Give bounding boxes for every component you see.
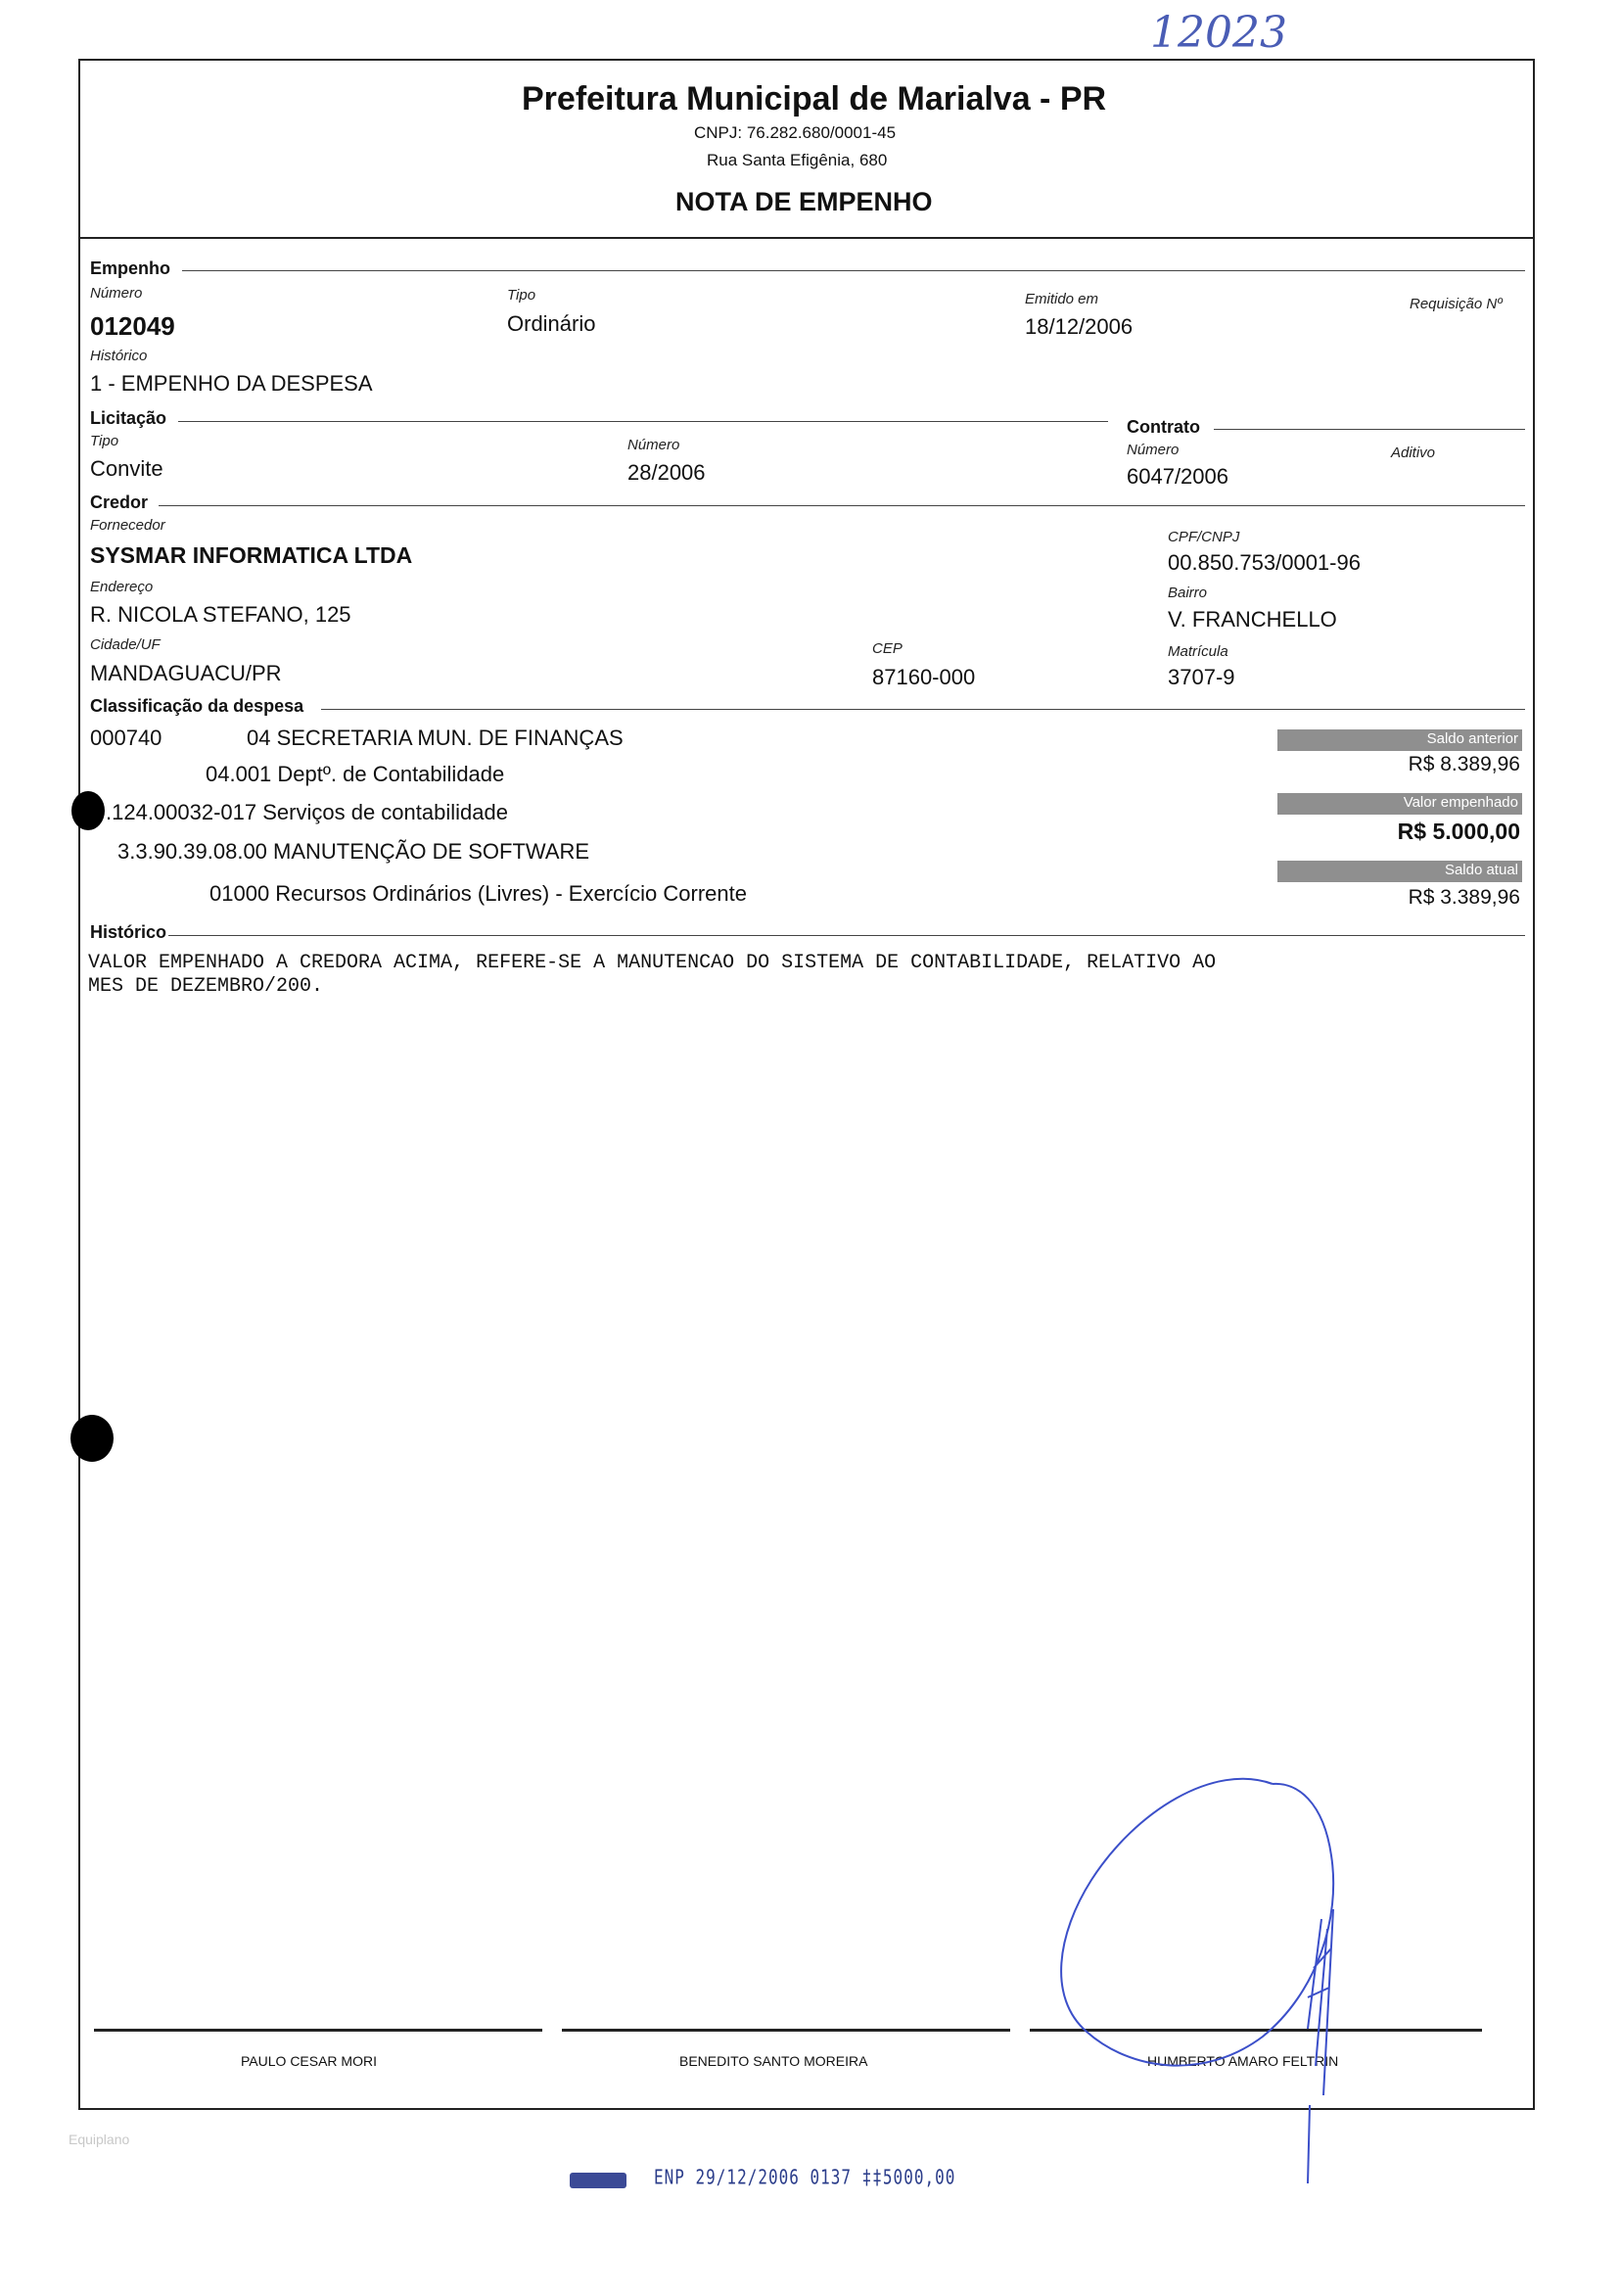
signature-name-2: BENEDITO SANTO MOREIRA [679,2053,868,2069]
empenho-numero-label: Número [90,285,143,302]
cidade: MANDAGUACU/PR [90,661,282,685]
section-credor: Credor [90,492,149,512]
signature-line [562,2029,1010,2032]
handwritten-number: 12023 [1150,8,1287,58]
watermark: Equiplano [69,2132,130,2147]
saldo-atual-bar [1277,861,1522,882]
classificacao-code: 000740 [90,726,162,750]
section-historico: Histórico [90,922,167,942]
empenho-tipo-label: Tipo [507,287,536,304]
saldo-anterior-label: Saldo anterior [1426,730,1518,747]
classificacao-line3: .124.00032-017 Serviços de contabilidade [106,800,508,824]
bairro: V. FRANCHELLO [1168,607,1337,632]
divider [168,935,1525,936]
fornecedor-label: Fornecedor [90,517,165,534]
classificacao-line1: 04 SECRETARIA MUN. DE FINANÇAS [247,726,624,750]
fornecedor: SYSMAR INFORMATICA LTDA [90,542,413,568]
bairro-label: Bairro [1168,585,1208,601]
divider [321,709,1525,710]
emitido-date: 18/12/2006 [1025,314,1134,339]
punch-hole [71,791,105,830]
saldo-atual: R$ 3.389,96 [1408,886,1520,909]
empenho-numero: 012049 [90,311,175,341]
cpf-cnpj: 00.850.753/0001-96 [1168,550,1361,575]
section-licitacao: Licitação [90,408,167,428]
cidade-label: Cidade/UF [90,636,161,653]
matricula: 3707-9 [1168,665,1235,689]
saldo-anterior: R$ 8.389,96 [1408,753,1520,775]
header-cnpj: CNPJ: 76.282.680/0001-45 [694,123,897,142]
handwritten-signature [1038,1772,1361,2193]
requisicao-label: Requisição Nº [1410,296,1503,312]
cep-label: CEP [872,640,903,657]
valor-empenhado-bar [1277,793,1522,815]
empenho-tipo: Ordinário [507,311,596,336]
contrato-numero-label: Número [1127,442,1180,458]
document-title: NOTA DE EMPENHO [675,187,933,216]
signature-name-1: PAULO CESAR MORI [241,2053,377,2069]
divider [159,505,1525,506]
emitido-label: Emitido em [1025,291,1099,307]
section-classificacao: Classificação da despesa [90,696,304,716]
historico-line1: VALOR EMPENHADO A CREDORA ACIMA, REFERE-SE A MANUTENCAO DO SISTEMA DE CONTABILIDADE, RELATIVO AO [88,952,1217,974]
classificacao-line4: 3.3.90.39.08.00 MANUTENÇÃO DE SOFTWARE [117,839,590,864]
classificacao-line5: 01000 Recursos Ordinários (Livres) - Exercício Corrente [209,881,747,906]
contrato-aditivo-label: Aditivo [1391,445,1436,461]
divider [182,270,1525,271]
signature-line [94,2029,542,2032]
contrato-numero: 6047/2006 [1127,464,1228,489]
section-empenho: Empenho [90,258,171,278]
cpf-label: CPF/CNPJ [1168,529,1240,545]
saldo-atual-label: Saldo atual [1444,862,1518,878]
matricula-label: Matrícula [1168,643,1228,660]
divider [1214,429,1525,430]
licitacao-tipo-label: Tipo [90,433,119,449]
valor-empenhado-label: Valor empenhado [1403,794,1518,811]
page-title: Prefeitura Municipal de Marialva - PR [522,80,1107,117]
endereco: R. NICOLA STEFANO, 125 [90,602,351,627]
classificacao-line2: 04.001 Deptº. de Contabilidade [206,762,505,786]
divider [178,421,1108,422]
endereco-label: Endereço [90,579,154,595]
empenho-historico: 1 - EMPENHO DA DESPESA [90,371,373,396]
valor-empenhado: R$ 5.000,00 [1397,819,1520,844]
licitacao-numero: 28/2006 [627,460,706,485]
saldo-anterior-bar [1277,729,1522,751]
licitacao-numero-label: Número [627,437,680,453]
licitacao-tipo: Convite [90,456,163,481]
section-contrato: Contrato [1127,417,1200,437]
historico-line2: MES DE DEZEMBRO/200. [88,975,324,998]
header-address: Rua Santa Efigênia, 680 [707,151,888,169]
header-divider [78,237,1535,239]
historico-label: Histórico [90,348,148,364]
cep: 87160-000 [872,665,976,689]
stamp-text: ENP 29/12/2006 0137 ‡‡5000,00 [654,2165,956,2189]
signature-name-3: HUMBERTO AMARO FELTRIN [1147,2053,1339,2069]
punch-hole [70,1415,114,1462]
stamp-mark [570,2173,626,2188]
